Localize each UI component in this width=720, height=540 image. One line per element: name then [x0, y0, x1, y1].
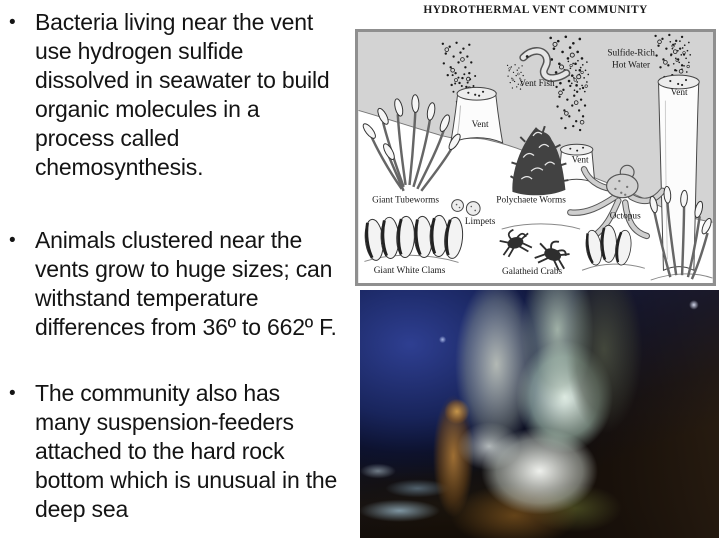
bullet-line: differences from 36º to 662º F. [35, 314, 337, 340]
bullet-line: withstand temperature [35, 285, 259, 311]
bullet-text [35, 226, 337, 342]
bullet-text [35, 379, 337, 524]
bullet-marker: • [9, 383, 16, 404]
label-vent-center: Vent [571, 155, 589, 166]
bullet-line: use hydrogen sulfide [35, 38, 244, 64]
label-sulfide-rich-line1: Sulfide-Rich [607, 48, 655, 59]
vent-community-diagram [355, 29, 716, 286]
bullet-line: bottom which is unusual in the [35, 467, 338, 493]
label-giant-tubeworms: Giant Tubeworms [372, 195, 440, 206]
bullet-item-3 [0, 379, 356, 524]
white-clams-right-figure [584, 225, 633, 266]
label-sulfide-rich-line2: Hot Water [612, 60, 651, 71]
bullet-line: chemosynthesis. [35, 154, 204, 180]
bullet-line: process called [35, 125, 180, 151]
bullet-line: organic molecules in a [35, 96, 260, 122]
label-galatheid-crabs: Galatheid Crabs [501, 267, 563, 278]
bullet-marker: • [9, 230, 16, 251]
label-vent-right: Vent [670, 87, 688, 98]
label-octopus: Octopus [609, 211, 641, 222]
bullet-line: Animals clustered near the [35, 227, 303, 253]
bullet-text [35, 8, 329, 182]
bullet-line: deep sea [35, 496, 129, 522]
bullet-line: The community also has [35, 380, 280, 406]
label-polychaete-worms: Polychaete Worms [496, 195, 566, 206]
vent-photo [360, 290, 719, 538]
bullet-marker: • [9, 12, 16, 33]
diagram-title: HYDROTHERMAL VENT COMMUNITY [423, 4, 648, 16]
label-giant-white-clams: Giant White Clams [373, 266, 446, 277]
right-vent-chimney [658, 75, 699, 270]
bullet-line: Bacteria living near the vent [35, 9, 314, 35]
bullet-line: many suspension-feeders [35, 409, 294, 435]
bullet-line: attached to the hard rock [35, 438, 285, 464]
bullet-line: dissolved in seawater to build [35, 67, 330, 93]
bullet-item-2 [0, 226, 356, 342]
bullet-line: vents grow to huge sizes; can [35, 256, 333, 282]
label-limpets: Limpets [464, 217, 496, 228]
label-vent-left: Vent [471, 120, 489, 131]
bullet-item-1 [0, 8, 356, 182]
label-vent-fish: Vent Fish [519, 78, 555, 89]
